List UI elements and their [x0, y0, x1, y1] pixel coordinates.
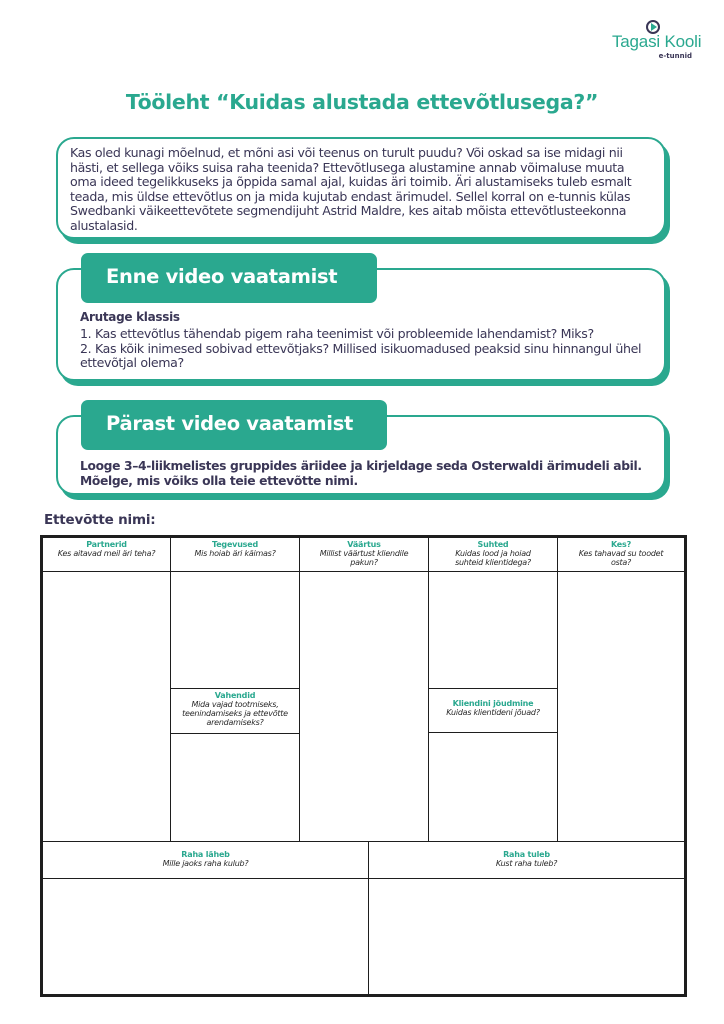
- relations-input-area[interactable]: [428, 571, 558, 689]
- value-input-area[interactable]: [299, 571, 429, 842]
- play-icon: [651, 23, 657, 31]
- discussion-subheading: Arutage klassis: [80, 310, 180, 324]
- channels-desc: Kuidas klientideni jõuad?: [446, 708, 540, 717]
- customers-title: Kes?: [610, 540, 632, 549]
- resources-input-area[interactable]: [170, 733, 300, 842]
- channels-header: [428, 688, 558, 733]
- logo-subtitle: e-tunnid: [658, 52, 692, 60]
- channels-title: Kliendini jõudmine: [452, 699, 534, 708]
- question-1: 1. Kas ettevõtlus tähendab pigem raha teenimist või probleemide lahendamist? Miks?: [80, 326, 594, 341]
- partners-desc: Kes aitavad meil äri teha?: [57, 549, 156, 558]
- activities-title: Tegevused: [212, 540, 258, 549]
- costs-input-area[interactable]: [42, 878, 369, 995]
- intro-text: Kas oled kunagi mõelnud, et mõni asi või teenus on turult puudu? Või oskad sa ise midagi nii hästi, et sellega võiks suisa raha teenida? Ettevõtlusega alustamine annab võimaluse muuta oma ideed tegelikkuseks ja õppida samal ajal, kuidas äri toimib. Äri alustamiseks tuleb esmalt teada, mis üldse ettevõtlus on ja mida kujutab endast ärimudel. Sellel korral on e-tunnis külas Swedbanki väikeettevõtete segmendijuht Astrid Maldre, kes aitab mõista ettevõtlusteekonna alustalasid.: [70, 145, 632, 233]
- customers-header: [557, 537, 685, 572]
- value-title: Väärtus: [347, 540, 381, 549]
- revenue-desc: Kust raha tuleb?: [495, 859, 558, 868]
- after-video-section: [56, 412, 666, 495]
- partners-header: [42, 537, 171, 572]
- after-video-heading: Pärast video vaatamist: [81, 400, 387, 450]
- customers-desc: Kes tahavad su toodet osta?: [578, 549, 664, 567]
- relations-title: Suhted: [477, 540, 509, 549]
- channels-input-area[interactable]: [428, 732, 558, 842]
- revenue-header: [368, 841, 685, 879]
- activities-header: [170, 537, 300, 572]
- intro-card: [56, 137, 666, 239]
- costs-header: [42, 841, 369, 879]
- costs-desc: Mille jaoks raha kulub?: [162, 859, 249, 868]
- relations-desc: Kuidas lood ja hoiad suhteid klientidega?: [455, 549, 531, 567]
- activities-input-area[interactable]: [170, 571, 300, 689]
- activities-desc: Mis hoiab äri käimas?: [194, 549, 276, 558]
- question-2: 2. Kas kõik inimesed sobivad ettevõtjaks? Millised isikuomadused peaksid sinu hinnangul ühel ettevõtjal olema?: [80, 340, 642, 371]
- costs-title: Raha läheb: [181, 850, 230, 859]
- customers-input-area[interactable]: [557, 571, 685, 842]
- revenue-input-area[interactable]: [368, 878, 685, 995]
- relations-header: [428, 537, 558, 572]
- resources-title: Vahendid: [214, 691, 256, 700]
- resources-header: [170, 688, 300, 734]
- revenue-title: Raha tuleb: [503, 850, 550, 859]
- tagasi-kooli-logo: [610, 20, 700, 60]
- partners-input-area[interactable]: [42, 571, 171, 842]
- before-video-heading: Enne video vaatamist: [81, 253, 377, 303]
- value-desc: Millist väärtust kliendile pakun?: [319, 549, 409, 567]
- partners-title: Partnerid: [86, 540, 127, 549]
- resources-desc: Mida vajad tootmiseks, teenindamiseks ja ettevõtte arendamiseks?: [182, 700, 288, 727]
- value-header: [299, 537, 429, 572]
- page-title: Tööleht “Kuidas alustada ettevõtlusega?”: [125, 90, 599, 114]
- company-name-label: Ettevõtte nimi:: [44, 512, 156, 528]
- before-video-section: [56, 265, 666, 381]
- group-task: Looge 3–4-liikmelistes gruppides äriidee ja kirjeldage seda Osterwaldi ärimudeli abil. Mõelge, mis võiks olla teie ettevõtte nimi.: [80, 459, 642, 488]
- business-model-canvas: [40, 535, 687, 997]
- logo-name: Tagasi Kooli: [612, 32, 702, 51]
